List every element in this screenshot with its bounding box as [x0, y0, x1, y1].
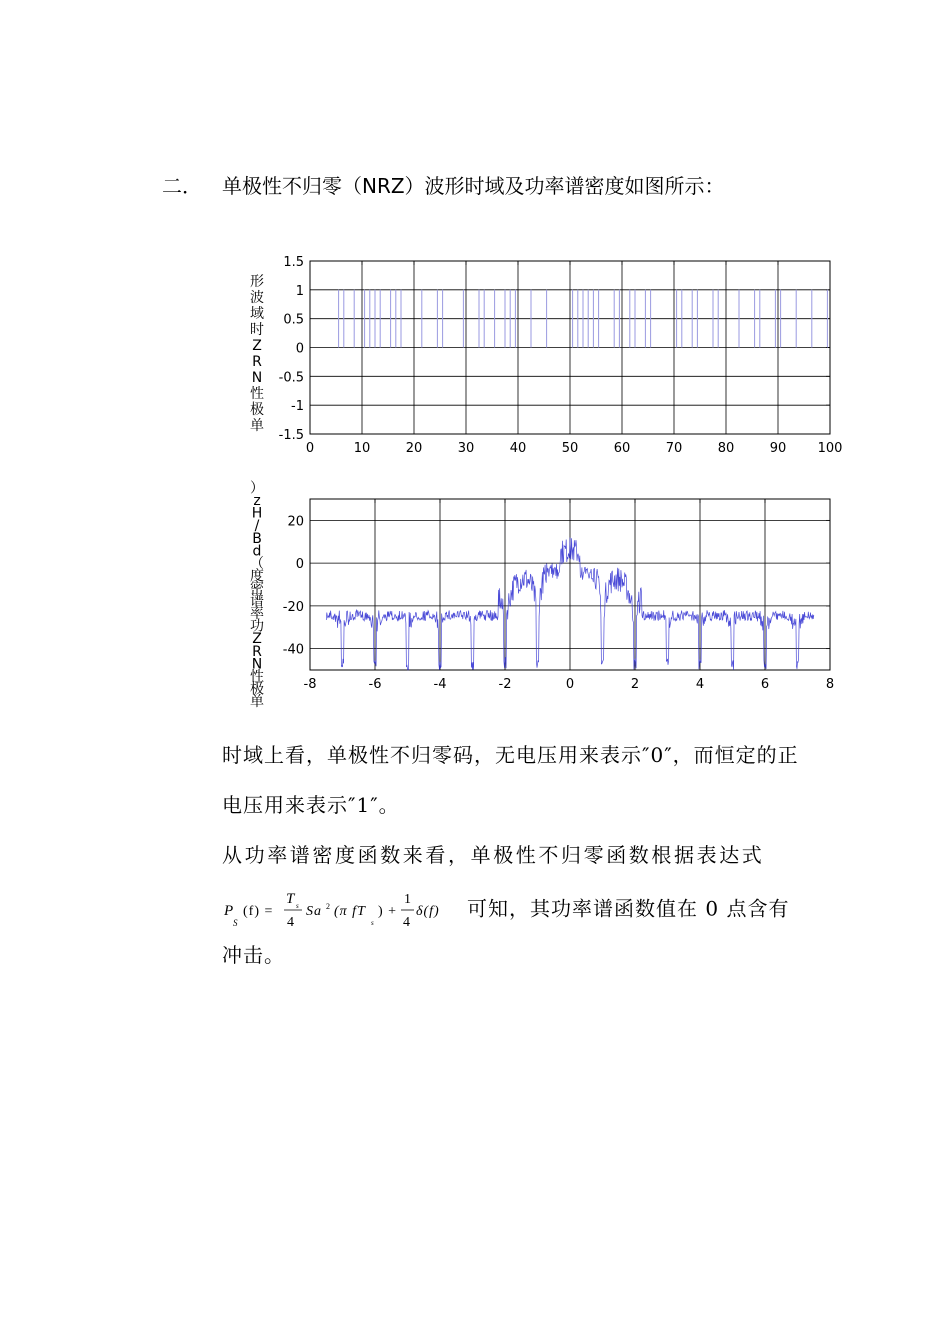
section-number: 二．	[162, 174, 202, 198]
y-tick-label: -20	[282, 599, 304, 615]
x-tick-label: 90	[769, 441, 787, 456]
x-tick-label: 8	[825, 677, 835, 692]
x-tick-label: 50	[561, 441, 579, 456]
y-tick-label: -0.5	[278, 370, 304, 386]
paragraph-psd-intro: 从功率谱密度函数来看，单极性不归零函数根据表达式	[222, 843, 765, 867]
paragraph-time-domain-line2: 电压用来表示″1″。	[222, 793, 400, 817]
y-tick-label: 20	[287, 514, 304, 530]
x-tick-label: 0	[565, 677, 575, 692]
formula-frac2-num: 1	[404, 892, 412, 907]
formula-delta: δ(f)	[416, 904, 440, 919]
y-tick-label: 1	[295, 283, 304, 299]
x-tick-label: 80	[717, 441, 735, 456]
y-tick-label: -40	[282, 642, 304, 658]
formula-frac1-sub: s	[296, 902, 300, 910]
formula-term-arg: (π fT	[334, 904, 366, 919]
formula-term: Sa	[306, 904, 322, 919]
formula-lhs: P	[224, 903, 235, 919]
formula-term-sub: s	[371, 919, 375, 927]
x-tick-label: -4	[433, 677, 447, 692]
formula-term-sup: 2	[326, 902, 331, 911]
x-tick-label: 60	[613, 441, 631, 456]
paragraph-formula-rest: 可知，其功率谱函数值在 0 点含有	[467, 896, 790, 921]
paragraph-impulse: 冲击。	[222, 943, 285, 967]
x-tick-label: 30	[457, 441, 475, 456]
formula-frac2-den: 4	[403, 915, 411, 930]
y-tick-label: 0	[295, 341, 304, 357]
section-title: 单极性不归零（NRZ）波形时域及功率谱密度如图所示：	[222, 174, 725, 198]
x-tick-label: 40	[509, 441, 527, 456]
psd-formula	[222, 888, 467, 932]
x-tick-label: 0	[305, 441, 315, 456]
x-tick-label: 2	[630, 677, 640, 692]
formula-frac1-den: 4	[287, 915, 295, 930]
y-axis-label: ） z H / B d （度密谱率功 Z R N 性极单	[250, 480, 264, 710]
x-tick-label: 20	[405, 441, 423, 456]
paragraph-time-domain-line1: 时域上看，单极性不归零码，无电压用来表示″0″，而恒定的正	[222, 743, 799, 767]
y-tick-label: 1.5	[283, 255, 304, 270]
x-tick-label: 4	[695, 677, 705, 692]
formula-arg: (f) =	[243, 904, 274, 919]
time-domain-chart	[250, 255, 842, 456]
formula-term-close: ) +	[378, 904, 398, 919]
x-tick-label: 70	[665, 441, 683, 456]
psd-chart	[250, 481, 834, 710]
x-tick-label: -6	[368, 677, 382, 692]
paragraph-formula	[222, 888, 812, 932]
y-axis-label: 形波域时 Z R N 性极单	[250, 274, 264, 434]
formula-lhs-sub: S	[233, 918, 239, 928]
y-tick-label: -1	[291, 399, 304, 415]
y-tick-label: 0.5	[283, 312, 304, 328]
x-tick-label: -2	[498, 677, 512, 692]
x-tick-label: 10	[353, 441, 371, 456]
x-tick-label: -8	[303, 677, 317, 692]
x-tick-label: 100	[817, 441, 843, 456]
x-tick-label: 6	[760, 677, 770, 692]
y-tick-label: -1.5	[278, 428, 304, 443]
y-tick-label: 0	[295, 557, 304, 573]
formula-frac1-num: T	[286, 891, 296, 907]
